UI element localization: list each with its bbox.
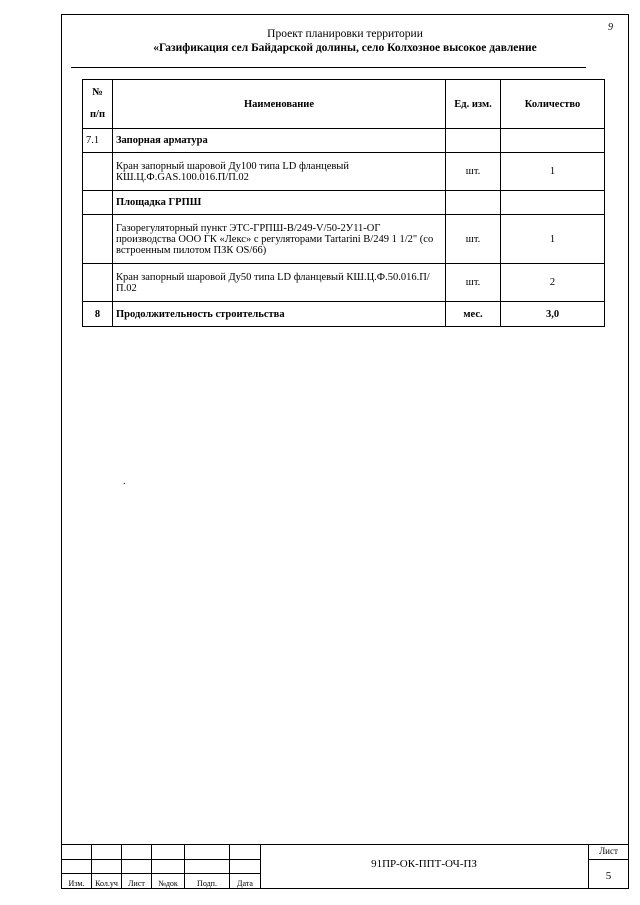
table-row [83, 129, 605, 153]
stamp-col-doc: №док [152, 874, 185, 889]
row-num: 8 [83, 302, 113, 327]
row-unit: шт. [446, 264, 501, 302]
stamp-col-change: Изм. [62, 874, 92, 889]
header-divider [71, 67, 586, 68]
row-num [83, 153, 113, 191]
stamp-col-signature: Подп. [185, 874, 230, 889]
specification-table [82, 79, 605, 327]
row-qty [501, 191, 605, 215]
row-name: Кран запорный шаровой Ду50 типа LD фланцевый КШ.Ц.Ф.50.016.П/П.02 [113, 264, 446, 302]
stamp-row [62, 859, 261, 874]
row-num [83, 215, 113, 264]
row-name: Запорная арматура [113, 129, 446, 153]
table-header-row [83, 80, 605, 129]
sheet-number: 5 [605, 870, 612, 882]
document-code: 91ПР-ОК-ППТ-ОЧ-ПЗ [371, 858, 477, 870]
row-qty [501, 129, 605, 153]
row-name: Кран запорный шаровой Ду100 типа LD фланцевый КШ.Ц.Ф.GAS.100.016.П/П.02 [113, 153, 446, 191]
row-unit [446, 191, 501, 215]
page-number: 9 [608, 22, 613, 33]
row-qty: 1 [501, 215, 605, 264]
header-name: Наименование [113, 80, 446, 129]
row-name: Газорегуляторный пункт ЭТС-ГРПШ-В/249-V/50-2У11-ОГ производства ООО ГК «Лекс» с регуляторами Tartarini В/249 1 1/2" (со встроенным пилотом ПЗК OS/66) [113, 215, 446, 264]
header-num [83, 80, 113, 129]
header-num-symbol: № [92, 87, 103, 98]
stray-mark: . [123, 476, 126, 487]
header-qty: Количество [501, 80, 605, 129]
row-num [83, 191, 113, 215]
table-row [83, 264, 605, 302]
table-row [83, 153, 605, 191]
row-name: Площадка ГРПШ [113, 191, 446, 215]
header-num-abbrev: п/п [89, 109, 106, 120]
stamp-header-row [62, 874, 261, 889]
stamp-col-sheet: Лист [122, 874, 152, 889]
stamp-col-date: Дата [230, 874, 261, 889]
row-unit: шт. [446, 153, 501, 191]
table-row [83, 302, 605, 327]
row-num: 7.1 [83, 129, 113, 153]
row-unit [446, 129, 501, 153]
table-row [83, 215, 605, 264]
row-qty: 2 [501, 264, 605, 302]
stamp-col-count: Кол.уч [92, 874, 122, 889]
document-subtitle: «Газификация сел Байдарской долины, село Колхозное высокое давление [153, 42, 537, 54]
document-title: Проект планировки территории [267, 28, 423, 40]
sheet-divider [588, 859, 629, 860]
row-name: Продолжительность строительства [113, 302, 446, 327]
row-unit: мес. [446, 302, 501, 327]
stamp-row [62, 845, 261, 860]
row-num [83, 264, 113, 302]
table-row [83, 191, 605, 215]
sheet-label: Лист [599, 846, 618, 856]
row-qty: 3,0 [501, 302, 605, 327]
row-qty: 1 [501, 153, 605, 191]
header-unit: Ед. изм. [446, 80, 501, 129]
title-block-grid [61, 844, 261, 889]
row-unit: шт. [446, 215, 501, 264]
